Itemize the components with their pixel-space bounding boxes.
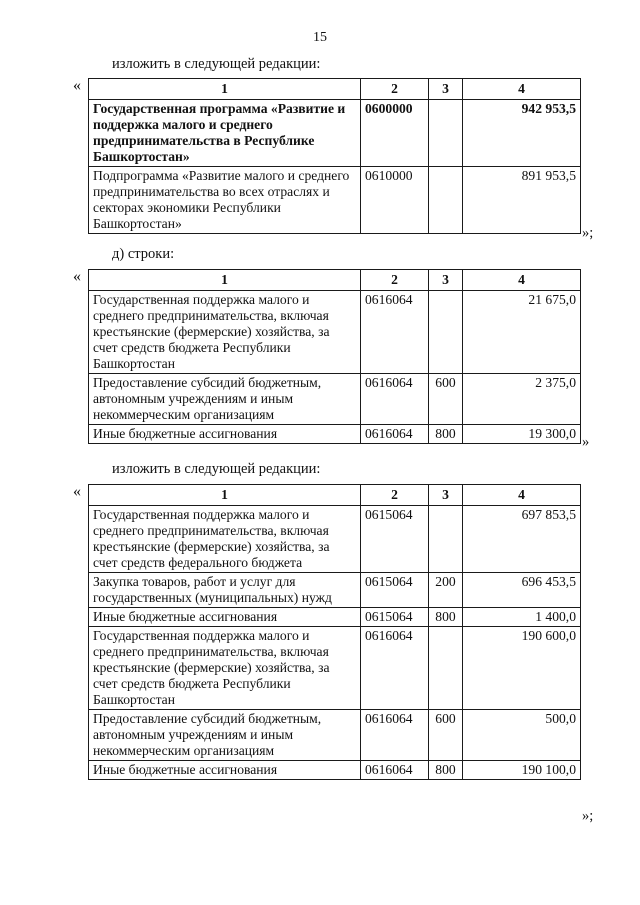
row-amount-cell: 19 300,0 (463, 425, 581, 444)
budget-table-1 (88, 78, 581, 234)
row-type-cell: 200 (429, 573, 463, 608)
table-row (89, 761, 581, 780)
row-name-cell: Подпрограмма «Развитие малого и среднего предпринимательства во всех отраслях и секторах экономики Республики Башкортостан» (89, 167, 361, 234)
row-type-cell: 600 (429, 374, 463, 425)
row-type-cell (429, 167, 463, 234)
row-amount-cell: 190 100,0 (463, 761, 581, 780)
row-name-cell: Закупка товаров, работ и услуг для государственных (муниципальных) нужд (89, 573, 361, 608)
budget-table-2 (88, 269, 581, 444)
row-amount-cell: 891 953,5 (463, 167, 581, 234)
header-col-2: 2 (361, 485, 429, 506)
row-code-cell: 0616064 (361, 425, 429, 444)
row-type-cell (429, 506, 463, 573)
row-code-cell: 0616064 (361, 627, 429, 710)
close-quote-3: »; (582, 808, 594, 824)
header-col-4: 4 (463, 485, 581, 506)
open-quote-2: « (73, 268, 81, 285)
budget-table-3 (88, 484, 581, 780)
row-type-cell: 800 (429, 608, 463, 627)
row-code-cell: 0615064 (361, 573, 429, 608)
row-amount-cell: 697 853,5 (463, 506, 581, 573)
intro-paragraph-1: изложить в следующей редакции: (112, 56, 321, 72)
row-code-cell: 0615064 (361, 608, 429, 627)
row-code-cell: 0616064 (361, 374, 429, 425)
row-code-cell: 0615064 (361, 506, 429, 573)
table-row (89, 291, 581, 374)
table-row (89, 710, 581, 761)
header-col-2: 2 (361, 79, 429, 100)
table-row (89, 425, 581, 444)
header-col-2: 2 (361, 270, 429, 291)
row-code-cell: 0610000 (361, 167, 429, 234)
header-col-4: 4 (463, 79, 581, 100)
row-name-cell: Иные бюджетные ассигнования (89, 608, 361, 627)
row-name-cell: Иные бюджетные ассигнования (89, 425, 361, 444)
row-amount-cell: 190 600,0 (463, 627, 581, 710)
row-name-cell: Иные бюджетные ассигнования (89, 761, 361, 780)
close-quote-1: »; (582, 225, 594, 241)
row-type-cell: 800 (429, 425, 463, 444)
table-header-row (89, 485, 581, 506)
header-col-1: 1 (89, 485, 361, 506)
table-row (89, 100, 581, 167)
row-code-cell: 0616064 (361, 710, 429, 761)
table-row (89, 627, 581, 710)
row-code-cell: 0616064 (361, 761, 429, 780)
row-type-cell (429, 291, 463, 374)
intro-paragraph-2: д) строки: (112, 246, 175, 262)
row-name-cell: Государственная поддержка малого и среднего предпринимательства, включая крестьянские (фермерские) хозяйства, за счет средств федерального бюджета (89, 506, 361, 573)
row-name-cell: Предоставление субсидий бюджетным, автономным учреждениям и иным некоммерческим организациям (89, 374, 361, 425)
header-col-4: 4 (463, 270, 581, 291)
row-amount-cell: 942 953,5 (463, 100, 581, 167)
table-row (89, 573, 581, 608)
row-name-cell: Государственная программа «Развитие и поддержка малого и среднего предпринимательства в Республике Башкортостан» (89, 100, 361, 167)
row-amount-cell: 500,0 (463, 710, 581, 761)
table-header-row (89, 270, 581, 291)
row-name-cell: Государственная поддержка малого и среднего предпринимательства, включая крестьянские (фермерские) хозяйства, за счет средств бюджета Республики Башкортостан (89, 291, 361, 374)
intro-paragraph-3: изложить в следующей редакции: (112, 461, 321, 477)
row-amount-cell: 2 375,0 (463, 374, 581, 425)
row-amount-cell: 696 453,5 (463, 573, 581, 608)
header-col-3: 3 (429, 79, 463, 100)
open-quote-3: « (73, 483, 81, 500)
row-amount-cell: 21 675,0 (463, 291, 581, 374)
row-amount-cell: 1 400,0 (463, 608, 581, 627)
header-col-3: 3 (429, 270, 463, 291)
row-type-cell (429, 627, 463, 710)
header-col-1: 1 (89, 79, 361, 100)
row-code-cell: 0616064 (361, 291, 429, 374)
table-row (89, 167, 581, 234)
close-quote-2: » (582, 434, 590, 450)
table-row (89, 608, 581, 627)
table-header-row (89, 79, 581, 100)
table-row (89, 374, 581, 425)
header-col-1: 1 (89, 270, 361, 291)
row-type-cell (429, 100, 463, 167)
page-number: 15 (313, 30, 327, 45)
open-quote-1: « (73, 77, 81, 94)
row-name-cell: Предоставление субсидий бюджетным, автономным учреждениям и иным некоммерческим организациям (89, 710, 361, 761)
row-name-cell: Государственная поддержка малого и среднего предпринимательства, включая крестьянские (фермерские) хозяйства, за счет средств бюджета Республики Башкортостан (89, 627, 361, 710)
header-col-3: 3 (429, 485, 463, 506)
row-type-cell: 600 (429, 710, 463, 761)
table-row (89, 506, 581, 573)
row-type-cell: 800 (429, 761, 463, 780)
row-code-cell: 0600000 (361, 100, 429, 167)
